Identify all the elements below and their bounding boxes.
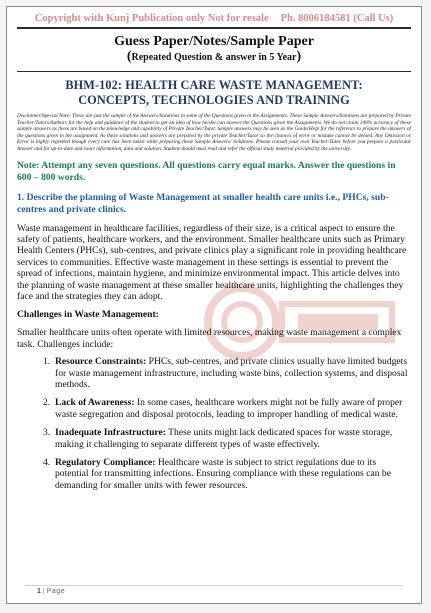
intro-paragraph: Waste management in healthcare facilities, regardless of their size, is a critical aspect to ensure the safety of patients, healthcare workers, and the environment. Smaller healthcare units such as Primary Health Centers (PHCs), sub-centres, and private clinics play a significant role in providing healthcare services to communities. Effective waste management in these settings is essential to prevent the spread of infections, maintain hygiene, and minimize environmental impact. This article delves into the planning of waste management at these smaller healthcare units, highlighting the challenges they face and the strategies they can adopt.	[17, 222, 407, 302]
page-number: 1	[37, 588, 41, 595]
footer-separator: |	[42, 588, 45, 595]
list-item-text: Healthcare waste is subject to strict regulations due to its potential for transmitting infections. Ensuring compliance with these regulations can be demanding for smaller units with fewer resources.	[55, 457, 391, 491]
course-title-line-1: BHM-102: HEALTH CARE WASTE MANAGEMENT:	[65, 78, 363, 92]
contact-phone: Ph. 8006184581 (Call Us)	[280, 13, 394, 24]
document-title: Guess Paper/Notes/Sample Paper	[114, 34, 314, 49]
list-item-title: Lack of Awareness:	[55, 397, 135, 409]
list-item-number: 1.	[43, 356, 51, 368]
list-item-text: PHCs, sub-centres, and private clinics usually have limited budgets for waste management infrastructure, including waste bins, collection systems, and disposal methods.	[55, 356, 408, 391]
list-item	[17, 427, 411, 450]
copyright-banner	[17, 13, 411, 24]
list-item-title: Resource Constraints:	[55, 356, 147, 368]
page-label: Page	[46, 588, 66, 595]
list-item-title: Regulatory Compliance:	[55, 457, 156, 469]
challenges-heading: Challenges in Waste Management:	[17, 309, 159, 321]
list-item-text: These units might lack dedicated spaces for waste storage, making it challenging to separate different types of waste effectively.	[55, 427, 393, 450]
page-footer	[37, 588, 65, 595]
subtitle-text: Repeated Question & answer in 5 Year	[131, 52, 297, 63]
document-page	[6, 6, 422, 604]
disclaimer-note: Disclaimer/Special Note: These are just the sample of the Answers/Solutions to some of the Questions given in the Assignments. These Sample Answers/Solutions are prepared by Private Teacher/Tutors/Authors for the help and guidance of the student to get an idea of how he/she can answer the Questions given the Assignments. We do not claim 100% accuracy of these sample answers as these are based on the knowledge and capability of Private Teacher/Tutor. Sample answers may be seen as the Guide/Help for the reference to prepare the answers of the questions given in the assignment. As these solutions and answers are prepared by the private Teacher/Tutor so the chances of error or mistake cannot be denied. Any Omission or Error is highly regretted though every care has been taken while preparing these Sample Answers/ Solutions. Please consult your own Teacher/Tutor before you prepare a particular Answer and for up-to-date and exact information, data and solution. Student should must read and refer the official study material provided by the university.	[17, 113, 411, 152]
list-item-number: 2.	[43, 397, 51, 409]
question-text: Describe the planning of Waste Management at smaller health care units i.e., PHCs, sub-centres and private clinics.	[17, 191, 389, 215]
question-number: 1.	[17, 191, 25, 203]
footer-divider	[25, 585, 403, 586]
list-item-number: 3.	[43, 427, 51, 439]
list-item	[17, 397, 411, 420]
title-divider	[17, 71, 411, 72]
document-subtitle	[17, 50, 411, 65]
list-item-number: 4.	[43, 457, 51, 469]
subtitle-paren-open: (	[126, 49, 132, 64]
subtitle-paren-close: )	[296, 49, 302, 64]
course-title	[17, 78, 411, 108]
list-item-title: Inadequate Infrastructure:	[55, 427, 166, 439]
course-title-line-2: CONCEPTS, TECHNOLOGIES AND TRAINING	[78, 93, 350, 107]
attempt-note: Note: Attempt any seven questions. All questions carry equal marks. Answer the questions in 600 – 800 words.	[17, 159, 396, 183]
copyright-text: Copyright with Kunj Publication only Not for resale	[34, 13, 269, 24]
header-divider	[17, 27, 411, 29]
list-item	[17, 356, 411, 390]
list-item	[17, 457, 411, 491]
challenges-intro: Smaller healthcare units often operate with limited resources, making waste management a complex task. Challenges include:	[17, 327, 402, 350]
question-1	[17, 192, 411, 216]
challenges-list	[17, 356, 411, 491]
list-item-text: In some cases, healthcare workers might not be fully aware of proper waste segregation and disposal protocols, leading to improper handling of medical waste.	[55, 397, 403, 420]
